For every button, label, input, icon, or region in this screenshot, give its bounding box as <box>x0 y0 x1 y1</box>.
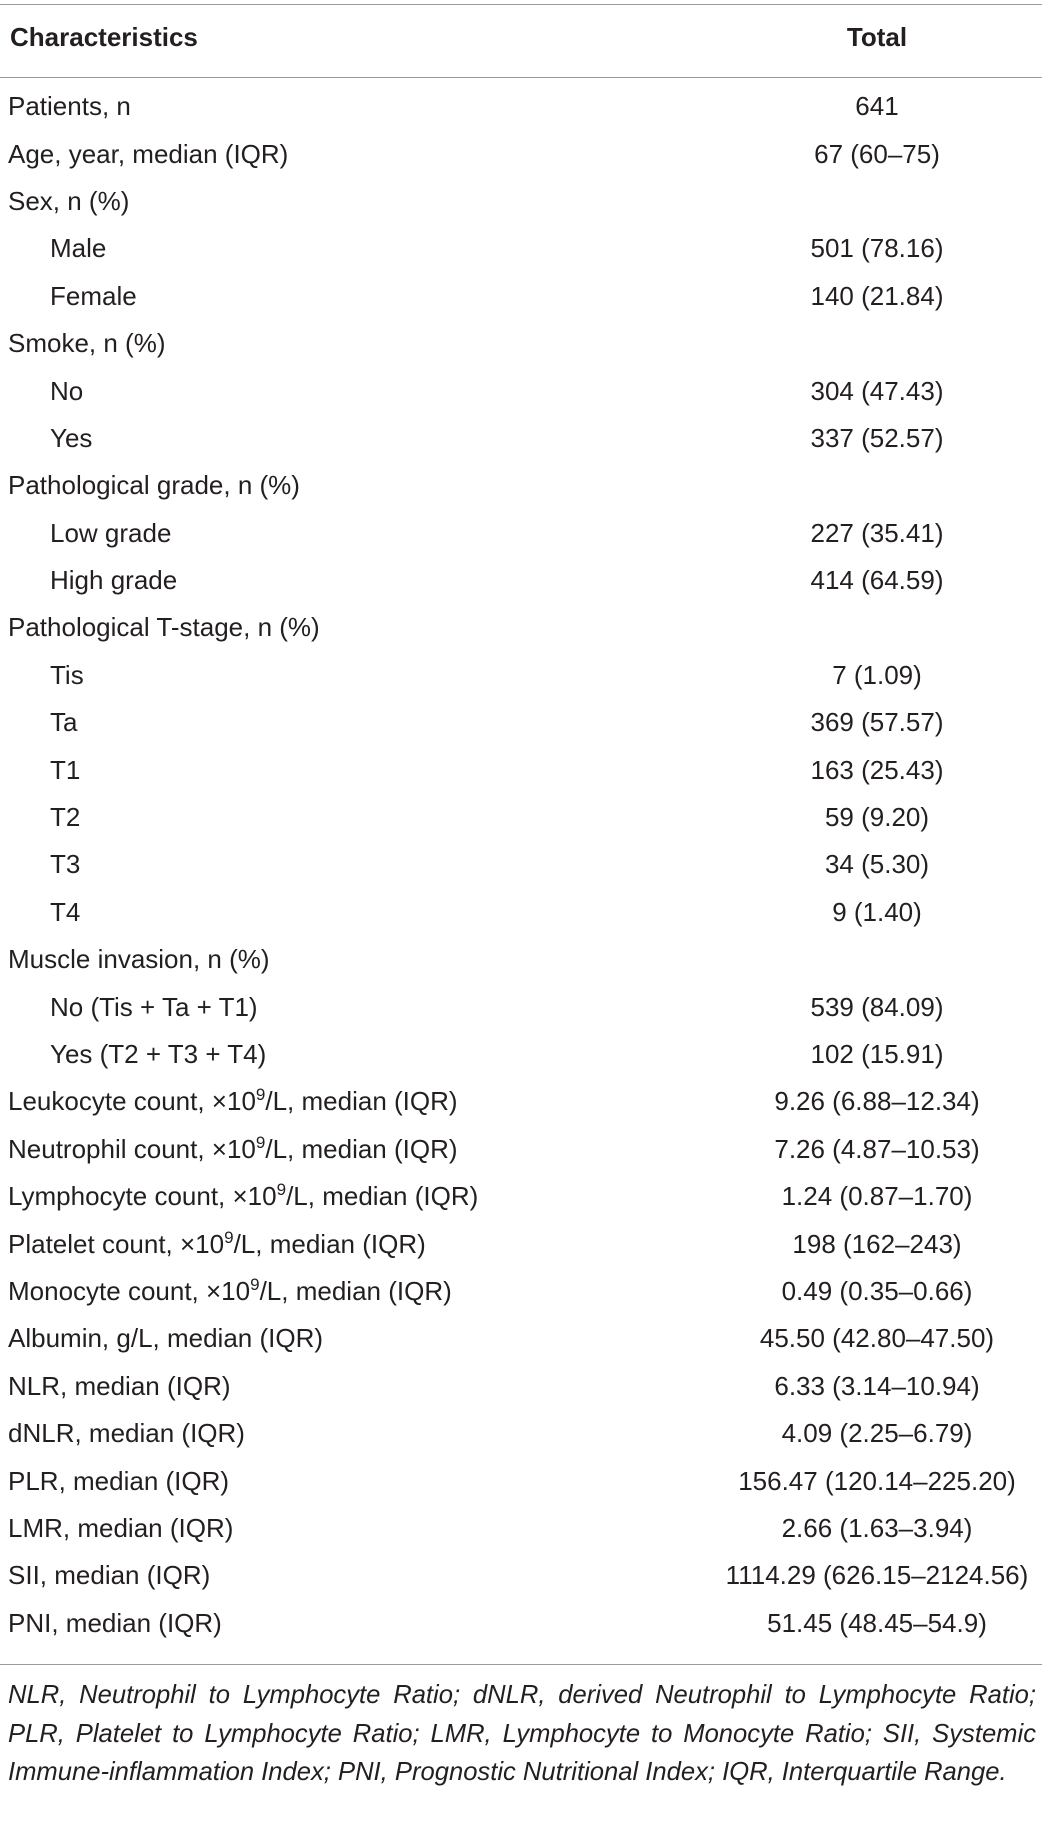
table-row <box>0 1126 1042 1173</box>
table-row <box>0 1505 1042 1552</box>
row-value: 102 (15.91) <box>810 1039 944 1069</box>
row-value <box>712 178 1042 225</box>
row-value: 1.24 (0.87–1.70) <box>781 1181 973 1212</box>
row-label-unit: /L, median (IQR) <box>265 1086 458 1117</box>
table-row <box>0 1600 1042 1647</box>
row-value: 140 (21.84) <box>810 280 944 311</box>
table-row <box>0 130 1042 177</box>
row-label-exponent: 9 <box>255 1132 266 1152</box>
row-label: Albumin, g/L, median (IQR) <box>8 1323 324 1354</box>
table-row <box>0 604 1042 651</box>
row-label: Low grade <box>50 517 172 548</box>
row-label-unit: /L, median (IQR) <box>286 1181 479 1212</box>
table-row <box>0 1220 1042 1267</box>
row-value: 337 (52.57) <box>810 422 944 453</box>
row-label: NLR, median (IQR) <box>8 1370 231 1401</box>
table-row <box>0 699 1042 746</box>
table-row <box>0 462 1042 509</box>
row-value: 59 (9.20) <box>824 802 930 833</box>
row-label: Pathological grade, n (%) <box>8 470 300 501</box>
table-row <box>0 1457 1042 1504</box>
row-value: 156.47 (120.14–225.20) <box>738 1465 1016 1496</box>
table-row <box>0 367 1042 414</box>
row-value: 369 (57.57) <box>810 707 944 738</box>
row-value: 67 (60–75) <box>814 138 940 169</box>
row-value: 2.66 (1.63–3.94) <box>781 1512 973 1543</box>
row-label <box>0 1126 712 1173</box>
row-label: LMR, median (IQR) <box>8 1512 234 1543</box>
row-label-unit: /L, median (IQR) <box>233 1228 426 1259</box>
row-label: Female <box>50 280 137 311</box>
row-label: Male <box>50 233 107 264</box>
row-value: 7.26 (4.87–10.53) <box>774 1133 980 1164</box>
row-value: 0.49 (0.35–0.66) <box>781 1275 973 1306</box>
table-row <box>0 794 1042 841</box>
row-value: 198 (162–243) <box>792 1228 962 1259</box>
row-label: No (Tis + Ta + T1) <box>50 991 258 1022</box>
row-label-exponent: 9 <box>224 1227 234 1247</box>
table-row <box>0 1031 1042 1078</box>
row-label: T3 <box>50 849 81 880</box>
table-row <box>0 889 1042 936</box>
row-value <box>712 320 1042 367</box>
table-row <box>0 1363 1042 1410</box>
table-row <box>0 557 1042 604</box>
row-label: High grade <box>50 565 178 596</box>
table-row <box>0 415 1042 462</box>
row-label: dNLR, median (IQR) <box>8 1418 245 1449</box>
row-label-text: Neutrophil count, ×10 <box>8 1133 256 1164</box>
row-value: 51.45 (48.45–54.9) <box>767 1607 987 1638</box>
row-label: Sex, n (%) <box>8 185 130 216</box>
row-value: 539 (84.09) <box>810 991 944 1022</box>
row-value <box>712 604 1042 651</box>
table-row <box>0 1268 1042 1315</box>
row-value: 9.26 (6.88–12.34) <box>774 1086 980 1117</box>
table-row <box>0 1410 1042 1457</box>
row-value: 641 <box>855 91 899 122</box>
row-label: Yes <box>50 422 93 453</box>
row-value: 414 (64.59) <box>810 565 944 596</box>
table-row <box>0 1552 1042 1599</box>
row-label-text: Platelet count, ×10 <box>8 1228 225 1259</box>
row-label <box>0 1268 712 1315</box>
row-value: 34 (5.30) <box>824 849 930 880</box>
row-label: PLR, median (IQR) <box>8 1465 230 1496</box>
row-value: 4.09 (2.25–6.79) <box>781 1418 973 1449</box>
table-row <box>0 652 1042 699</box>
row-label: T4 <box>50 896 81 927</box>
row-label: Yes (T2 + T3 + T4) <box>50 1039 267 1069</box>
row-label <box>0 1078 712 1125</box>
row-label: PNI, median (IQR) <box>8 1607 222 1638</box>
row-label: Smoke, n (%) <box>8 328 166 359</box>
table-row <box>0 936 1042 983</box>
row-label-unit: /L, median (IQR) <box>259 1275 452 1306</box>
row-label: Age, year, median (IQR) <box>8 138 289 169</box>
header-row <box>0 0 1042 75</box>
row-value <box>712 936 1042 983</box>
table-row <box>0 841 1042 888</box>
bottom-rule <box>0 1664 1042 1665</box>
row-value: 163 (25.43) <box>810 754 944 785</box>
row-value: 1114.29 (626.15–2124.56) <box>725 1560 1029 1591</box>
row-label-exponent: 9 <box>276 1180 287 1200</box>
table-footnote: NLR, Neutrophil to Lymphocyte Ratio; dNLR, derived Neutrophil to Lymphocyte Ratio; PLR, Platelet to Lymphocyte Ratio; LMR, Lymphocyte to Monocyte Ratio; SII, Systemic Immune-inflammation Index; PNI, Prognostic Nutritional Index; IQR, Interquartile Range. <box>8 1681 1036 1786</box>
table-row <box>0 510 1042 557</box>
row-value: 9 (1.40) <box>832 896 922 927</box>
table-row <box>0 225 1042 272</box>
header-total: Total <box>846 22 908 52</box>
row-label: T2 <box>50 802 81 833</box>
row-label-exponent: 9 <box>255 1085 266 1105</box>
row-label: Muscle invasion, n (%) <box>8 944 270 975</box>
row-value: 501 (78.16) <box>810 233 944 264</box>
row-label: Pathological T-stage, n (%) <box>8 612 320 643</box>
row-label: Tis <box>50 659 84 690</box>
table-row <box>0 746 1042 793</box>
row-label-text: Lymphocyte count, ×10 <box>8 1181 277 1212</box>
table-body <box>0 75 1042 1647</box>
table-row <box>0 1315 1042 1362</box>
row-value: 304 (47.43) <box>810 375 944 406</box>
row-value: 45.50 (42.80–47.50) <box>759 1323 995 1354</box>
row-value: 227 (35.41) <box>810 517 944 548</box>
row-label: Ta <box>50 707 78 738</box>
header-characteristics: Characteristics <box>10 22 198 52</box>
table-row <box>0 273 1042 320</box>
table-row <box>0 320 1042 367</box>
row-label: Patients, n <box>8 91 131 122</box>
row-label-exponent: 9 <box>250 1274 260 1294</box>
table-row <box>0 1078 1042 1125</box>
row-label <box>0 1173 712 1220</box>
row-label: SII, median (IQR) <box>8 1560 211 1591</box>
row-value: 6.33 (3.14–10.94) <box>774 1370 980 1401</box>
table-row <box>0 1173 1042 1220</box>
row-label-unit: /L, median (IQR) <box>265 1133 458 1164</box>
row-label-text: Monocyte count, ×10 <box>8 1275 251 1306</box>
row-value <box>712 462 1042 509</box>
row-label-text: Leukocyte count, ×10 <box>8 1086 256 1117</box>
row-label: T1 <box>50 754 81 785</box>
row-value: 7 (1.09) <box>832 659 922 690</box>
table-row <box>0 75 1042 130</box>
table-row <box>0 178 1042 225</box>
row-label: No <box>50 375 84 406</box>
table-row <box>0 983 1042 1030</box>
row-label <box>0 1220 712 1267</box>
